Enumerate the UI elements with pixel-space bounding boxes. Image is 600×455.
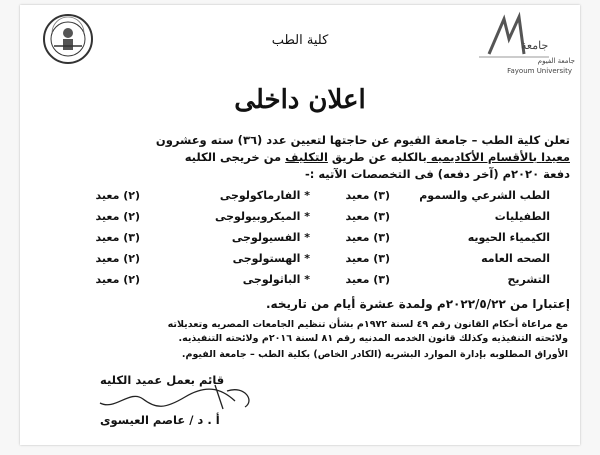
specialty-name: الطب الشرعي والسموم: [419, 189, 550, 202]
specialty-name: التشريح: [507, 273, 550, 286]
specialty-name: * الباثولوجى: [242, 273, 310, 286]
specialty-count: (٣) معيد: [345, 273, 390, 286]
specialty-count: (٢) معيد: [95, 273, 140, 286]
table-row: [50, 185, 550, 206]
intro-emphasis-departments: بالأقسام الأكاديميه: [426, 150, 542, 164]
specialty-count: (٣) معيد: [345, 210, 390, 223]
specialty-name: * الفارماكولوجى: [219, 189, 310, 202]
specialty-name: * الميكروبيولوجى: [214, 210, 310, 223]
documents-note: الأوراق المطلوبه بإدارة الموارد البشريه (الكادر الخاص) بكلية الطب – جامعة الفيوم.: [181, 349, 568, 360]
signatory-title: قائم بعمل عميد الكليه: [100, 373, 225, 387]
announcement-title: اعلان داخلى: [234, 85, 366, 115]
specialty-count: (٢) معيد: [95, 252, 140, 265]
table-row: [50, 206, 550, 227]
handwritten-signature: [95, 381, 265, 413]
signatory-name: أ . د / عاصم العيسوى: [100, 413, 220, 427]
intro-text: بالكليه عن طريق: [327, 150, 427, 164]
college-name: كلية الطب: [271, 33, 329, 48]
faculty-seal-logo: [42, 13, 94, 65]
specialty-count: (٢) معيد: [95, 210, 140, 223]
intro-emphasis-assistants: معيدا: [541, 150, 570, 164]
table-row: [50, 227, 550, 248]
specialty-name: * الهستولوجى: [232, 252, 310, 265]
intro-line-3: دفعة ٢٠٢٠م (آخر دفعه) فى التخصصات الآتيه :-: [304, 167, 570, 181]
specialty-name: الطفيليات: [494, 210, 550, 223]
intro-emphasis-assignment: التكليف: [285, 150, 328, 164]
specialty-name: الصحه العامه: [481, 252, 550, 265]
university-logo: [469, 9, 564, 75]
intro-line-2: [40, 150, 570, 164]
specialty-name: الكيمياء الحيويه: [467, 231, 550, 244]
university-name-en: Fayoum University: [507, 67, 572, 75]
legal-note-line-1: مع مراعاة أحكام القانون رقم ٤٩ لسنة ١٩٧٢م بشأن تنظيم الجامعات المصريه وتعديلاته: [167, 319, 568, 330]
letterhead: [20, 5, 580, 75]
intro-text-end: من خريجى الكليه: [184, 150, 286, 164]
legal-note-line-2: ولائحته التنفيذيه وكذلك قانون الخدمه المدنيه رقم ٨١ لسنة ٢٠١٦م ولائحته التنفيذيه.: [178, 333, 568, 344]
specialty-count: (٣) معيد: [345, 189, 390, 202]
specialty-count: (٣) معيد: [95, 231, 140, 244]
table-row: [50, 269, 550, 290]
svg-text:جامعة: جامعة: [521, 39, 549, 52]
university-name-ar: جامعة الفيوم: [537, 57, 575, 65]
specialty-count: (٣) معيد: [345, 252, 390, 265]
specialties-table: [50, 185, 550, 290]
specialty-name: * الفسيولوجى: [231, 231, 310, 244]
intro-line-1: تعلن كلية الطب – جامعة الفيوم عن حاجتها لتعيين عدد (٣٦) سته وعشرون: [155, 133, 570, 147]
validity-period: إعتبارا من ٢٠٢٢/٥/٢٢م ولمدة عشرة أيام من تاريخه.: [266, 297, 570, 311]
specialty-count: (٣) معيد: [345, 231, 390, 244]
table-row: [50, 248, 550, 269]
announcement-page: [20, 5, 580, 445]
specialty-count: (٢) معيد: [95, 189, 140, 202]
